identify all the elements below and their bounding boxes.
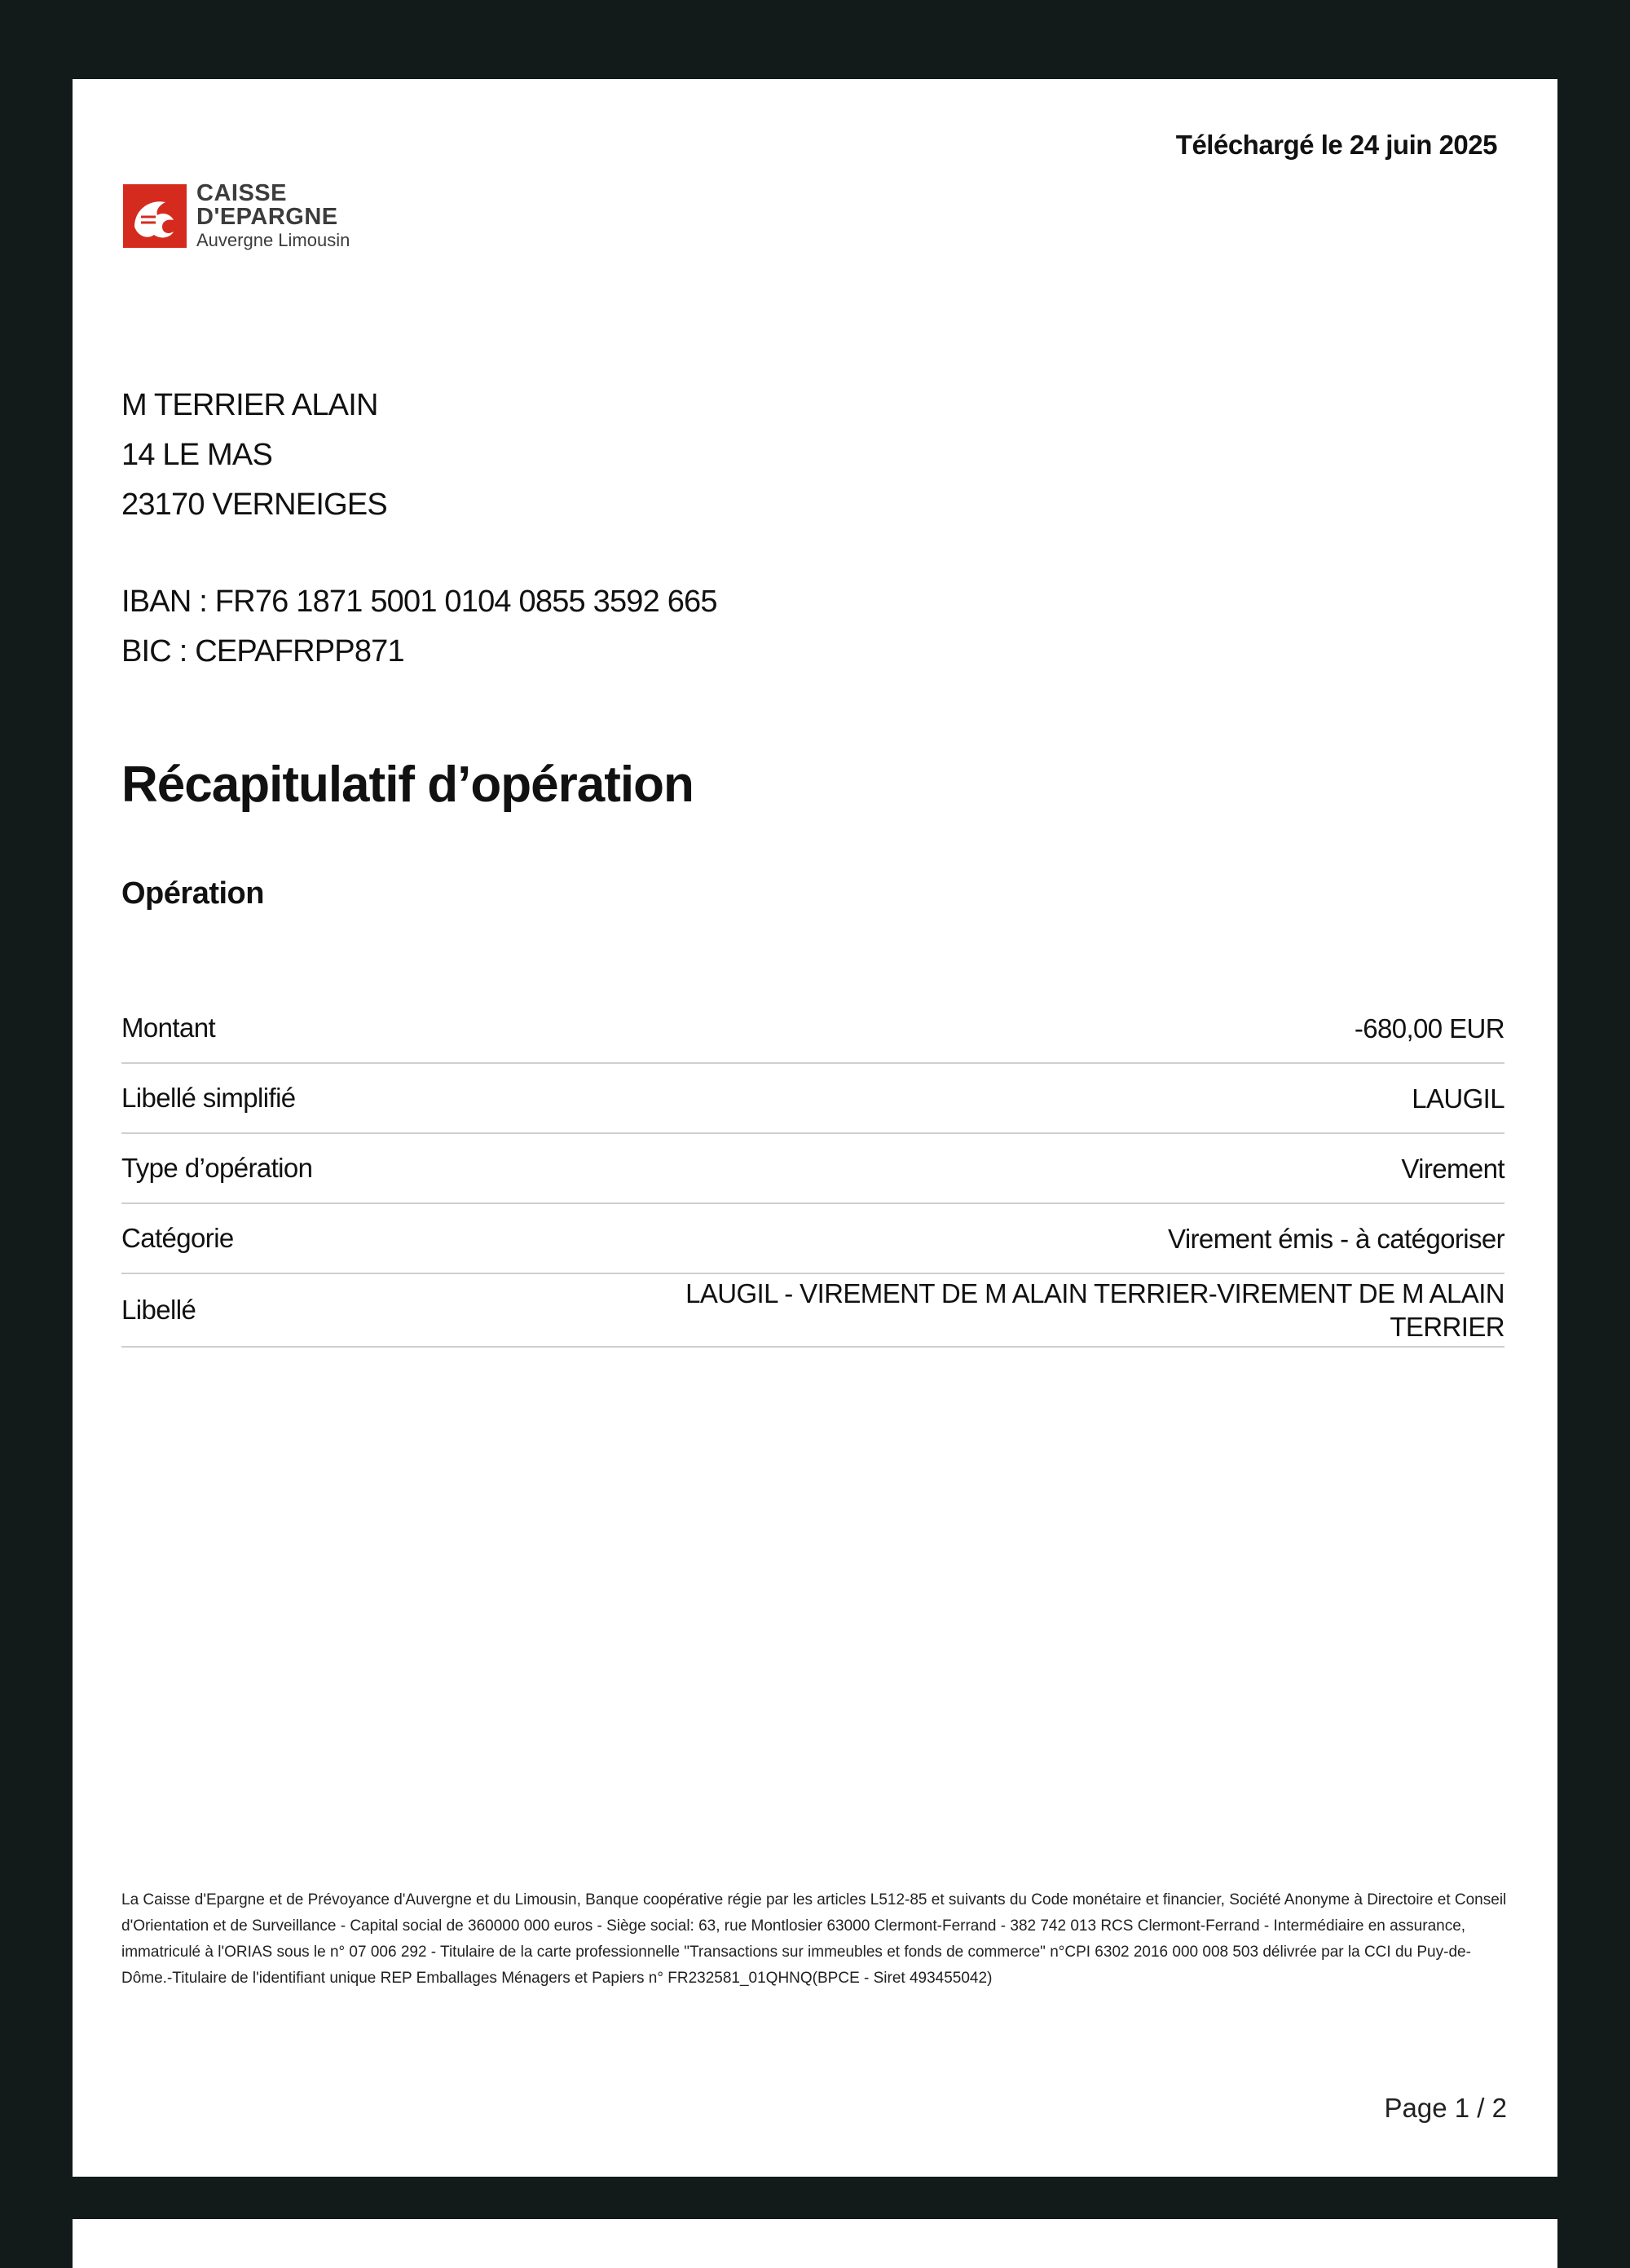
iban: IBAN : FR76 1871 5001 0104 0855 3592 665	[121, 585, 717, 619]
row-label: Type d’opération	[121, 1153, 313, 1183]
bic: BIC : CEPAFRPP871	[121, 634, 404, 668]
section-title: Opération	[121, 876, 264, 911]
caisse-epargne-squirrel-logo-icon	[123, 184, 187, 248]
recipient-street: 14 LE MAS	[121, 438, 273, 472]
row-value: Virement émis - à catégoriser	[1168, 1223, 1504, 1254]
document-page-2-edge	[73, 2219, 1557, 2268]
download-date: Téléchargé le 24 juin 2025	[1175, 130, 1497, 160]
document-page-1	[73, 79, 1557, 2177]
row-value: -680,00 EUR	[1354, 1013, 1504, 1044]
row-value: LAUGIL - VIREMENT DE M ALAIN TERRIER-VIREMENT DE M ALAIN TERRIER	[685, 1278, 1504, 1342]
recipient-address	[121, 381, 387, 530]
row-label: Libellé simplifié	[121, 1083, 296, 1113]
legal-footer: La Caisse d'Epargne et de Prévoyance d'Auvergne et du Limousin, Banque coopérative régie par les articles L512-85 et suivants du Code monétaire et financier, Société Anonyme à Directoire et Conseil d'Orientation et de Surveillance - Capital social de 360000 000 euros - Siège social: 63, rue Montlosier 63000 Clermont-Ferrand - 382 742 013 RCS Clermont-Ferrand - Intermédiaire en assurance, immatriculé à l'ORIAS sous le n° 07 006 292 - Titulaire de la carte professionnelle "Transactions sur immeubles et fonds de commerce" n°CPI 6302 2016 000 008 503 délivrée par la CCI du Puy-de-Dôme.-Titulaire de l'identifiant unique REP Emballages Ménagers et Papiers n° FR232581_01QHNQ(BPCE - Siret 493455042)	[121, 1891, 1507, 1987]
detail-row-type-operation	[121, 1134, 1504, 1204]
recipient-name: M TERRIER ALAIN	[121, 388, 378, 422]
row-label: Montant	[121, 1013, 216, 1043]
logo-line-region: Auvergne Limousin	[196, 230, 350, 250]
logo-line-epargne: D'EPARGNE	[196, 204, 338, 230]
detail-row-categorie	[121, 1204, 1504, 1274]
detail-row-montant	[121, 994, 1504, 1064]
row-label: Libellé	[121, 1295, 196, 1325]
page-number: Page 1 / 2	[1384, 2093, 1507, 2123]
logo-line-caisse: CAISSE	[196, 180, 287, 206]
operation-details-table	[121, 994, 1504, 1348]
detail-row-libelle	[121, 1274, 1504, 1348]
detail-row-libelle-simplifie	[121, 1064, 1504, 1134]
row-value: LAUGIL	[1412, 1083, 1504, 1114]
logo-text	[196, 182, 350, 249]
recipient-city: 23170 VERNEIGES	[121, 488, 387, 522]
bank-logo	[123, 182, 350, 249]
account-identifiers	[121, 577, 717, 677]
row-label: Catégorie	[121, 1223, 234, 1253]
row-value: Virement	[1401, 1153, 1504, 1184]
page-title: Récapitulatif d’opération	[121, 757, 694, 813]
